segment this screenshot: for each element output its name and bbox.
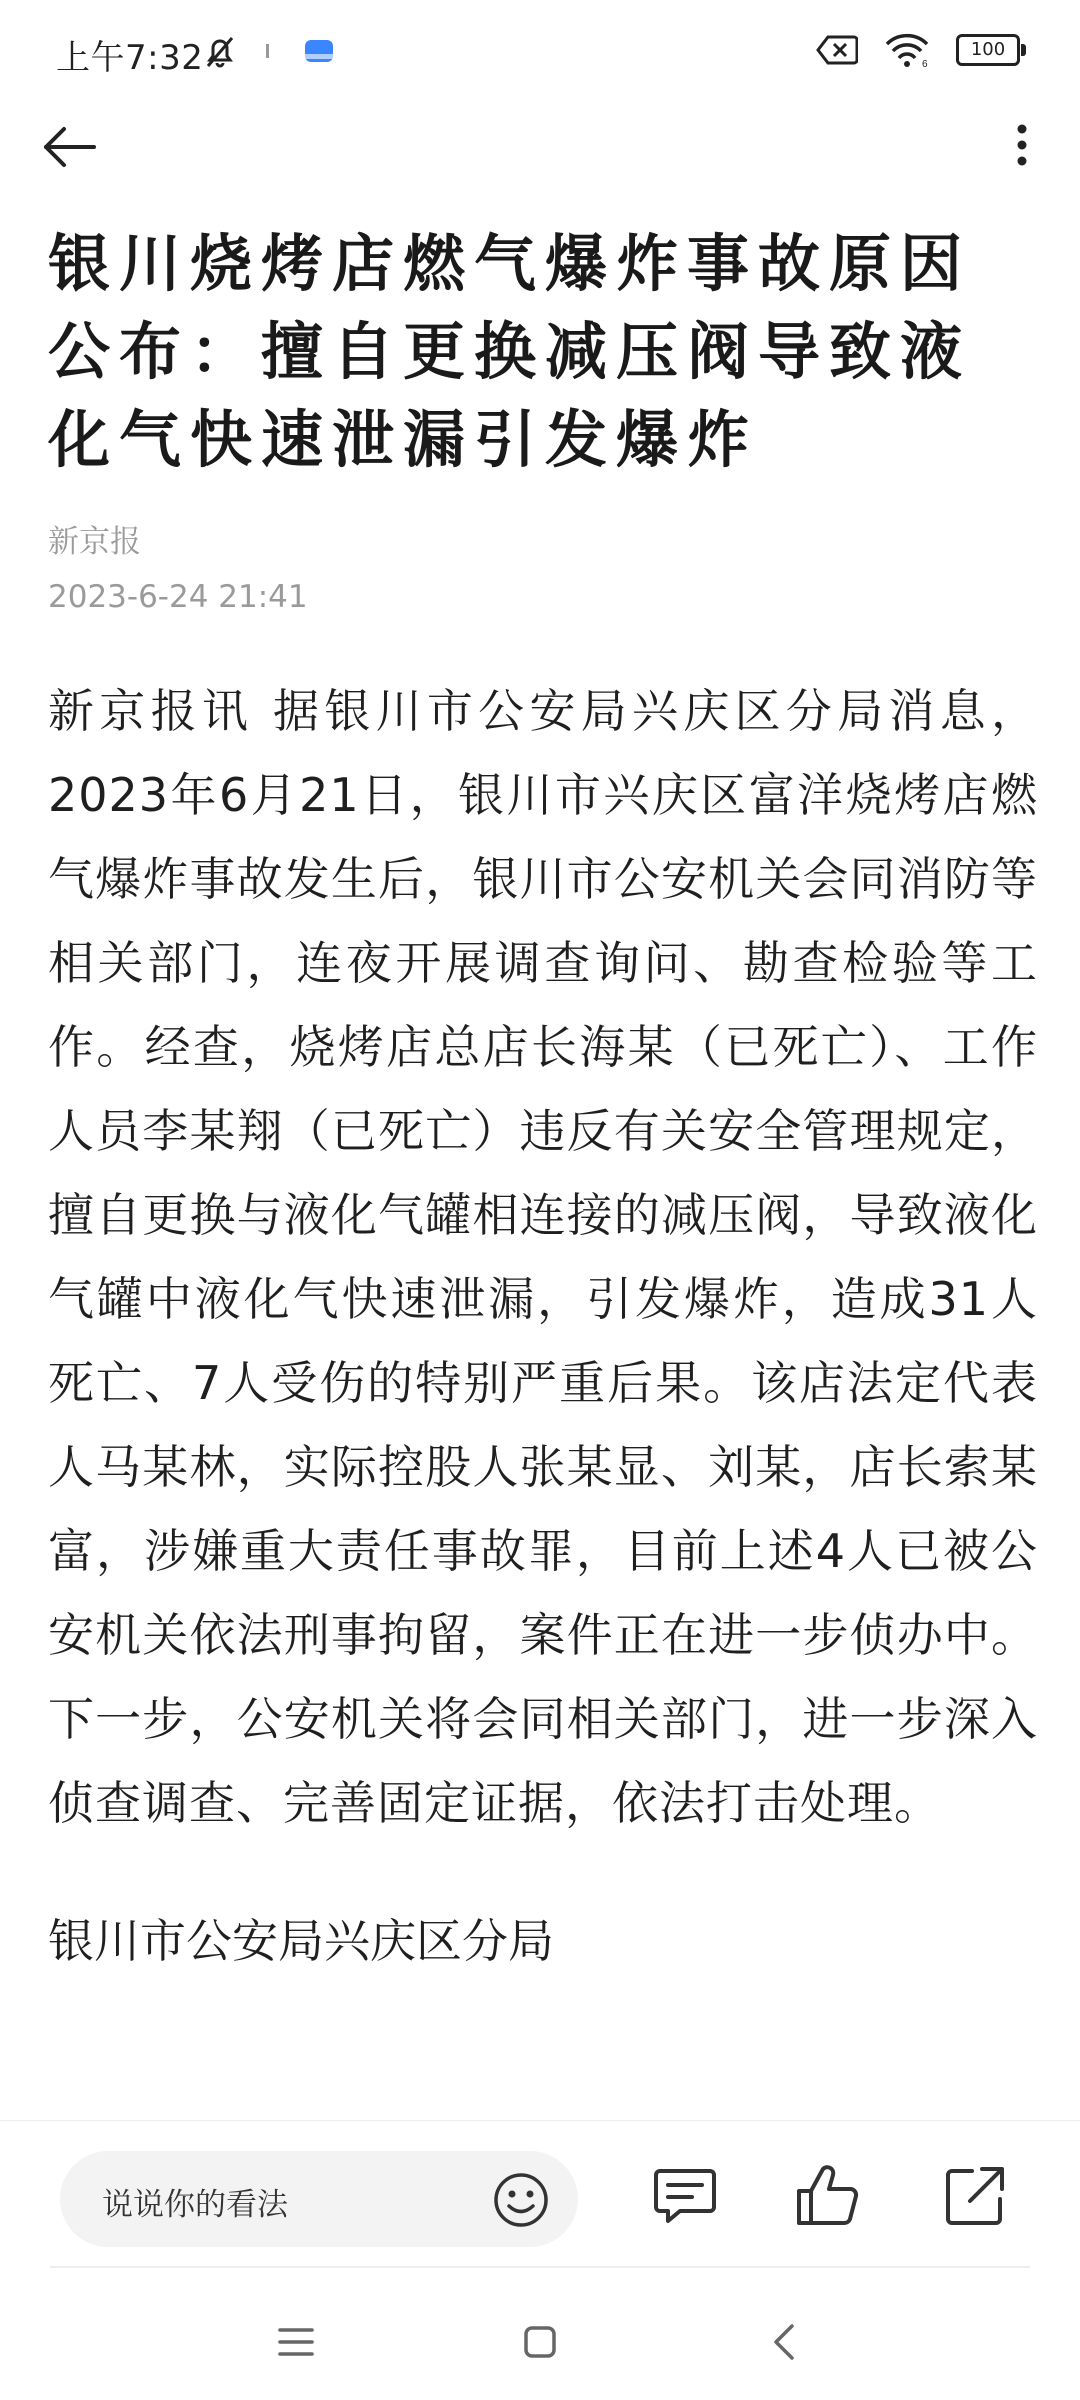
article-headline: 银川烧烤店燃气爆炸事故原因公布：擅自更换减压阀导致液化气快速泄漏引发爆炸 [48,227,972,476]
status-bar [0,0,1080,105]
home-icon[interactable] [516,2318,564,2366]
menu-icon[interactable] [272,2318,320,2366]
article-signature: 银川市公安局兴庆区分局 [48,1914,554,1968]
comment-placeholder: 说说你的看法 [102,2187,288,2223]
bottom-action-bar [0,2120,1080,2271]
article-source[interactable]: 新京报 [48,524,141,560]
bell-off-icon [200,32,240,72]
wifi-icon [884,32,930,68]
back-icon[interactable] [762,2318,810,2366]
article-body: 新京报讯 据银川市公安局兴庆区分局消息，2023年6月21日，银川市兴庆区富洋烧烤店燃气爆炸事故发生后，银川市公安机关会同消防等相关部门，连夜开展调查询问、勘查检验等工作。经查，烧烤店总店长海某（已死亡）、工作人员李某翔（已死亡）违反有关安全管理规定，擅自更换与液化气罐相连接的减压阀，导致液化气罐中液化气快速泄漏，引发爆炸，造成31人死亡、7人受伤的特别严重后果。该店法定代表人马某林，实际控股人张某显、刘某，店长索某富，涉嫌重大责任事故罪，目前上述4人已被公安机关依法刑事拘留，案件正在进一步侦办中。下一步，公安机关将会同相关部门，进一步深入侦查调查、完善固定证据，依法打击处理。 [48,684,1038,1830]
comment-input[interactable] [60,2151,578,2247]
like-icon[interactable] [793,2161,863,2231]
article-date: 2023-6-24 21:41 [48,579,308,615]
emoji-icon[interactable] [492,2171,550,2229]
sim-off-icon [816,34,858,66]
share-icon[interactable] [940,2161,1010,2231]
article [48,220,1038,1983]
comment-icon[interactable] [650,2161,720,2231]
battery-icon: 100 [956,34,1020,66]
article-toolbar [0,105,1080,185]
divider [50,2266,1030,2268]
app-notification-icon [302,34,336,68]
system-nav-bar [0,2290,1080,2400]
more-vertical-icon[interactable] [1002,115,1042,175]
status-icons-right [816,32,1020,68]
svg-text:6: 6 [922,59,928,68]
status-time: 上午7:32 [56,38,204,78]
signal-dot-icon [266,44,269,58]
arrow-left-icon[interactable] [40,117,100,177]
